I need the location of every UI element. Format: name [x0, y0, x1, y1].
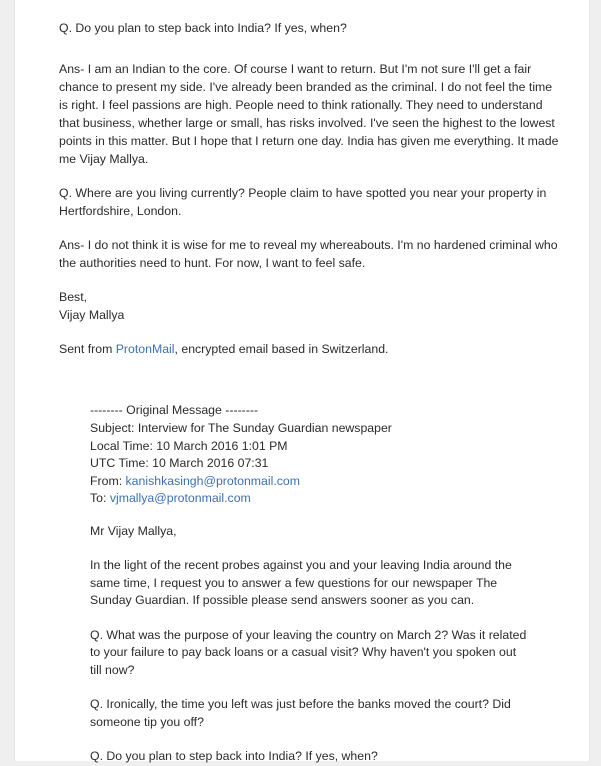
- original-intro-line: In the light of the recent probes against you and your leaving India around the: [90, 558, 512, 572]
- original-question-2-line: Q. Ironically, the time you left was just before the banks moved the court? Did: [90, 697, 511, 711]
- original-question-3: Q. Do you plan to step back into India? If yes, when?: [90, 749, 378, 763]
- reply-answer-2-line: Ans- I do not think it is wise for me to reveal my whereabouts. I'm no hardened criminal who: [59, 238, 558, 252]
- sent-from-line: [59, 341, 388, 359]
- original-message-separator: -------- Original Message --------: [90, 403, 259, 417]
- original-question-2-line: someone tip you off?: [90, 715, 204, 729]
- protonmail-link[interactable]: ProtonMail: [115, 342, 175, 356]
- original-question-1-line: Q. What was the purpose of your leaving the country on March 2? Was it related: [90, 628, 527, 642]
- reply-answer-1-line: chance to present my side. I've already been branded as the criminal. I do not feel the time: [59, 80, 553, 94]
- original-to: [90, 490, 251, 508]
- signature: Vijay Mallya: [59, 308, 125, 322]
- reply-question-2-line: Hertfordshire, London.: [59, 204, 182, 218]
- original-intro-line: same time, I request you to answer a few questions for our newspaper The: [90, 576, 498, 590]
- original-greeting: Mr Vijay Mallya,: [90, 524, 177, 538]
- to-email-link[interactable]: vjmallya@protonmail.com: [109, 491, 251, 505]
- original-question-1-line: till now?: [90, 663, 135, 677]
- original-question-1-line: to your failure to pay back loans or a casual visit? Why haven't you spoken out: [90, 645, 517, 659]
- reply-answer-1-line: Ans- I am an Indian to the core. Of course I want to return. But I'm not sure I'll get a fair: [59, 62, 532, 76]
- reply-answer-1-line: is right. I feel passions are high. People need to think rationally. They need to understand: [59, 98, 543, 112]
- from-email-link[interactable]: kanishkasingh@protonmail.com: [125, 474, 301, 488]
- to-label: To:: [90, 491, 110, 505]
- signoff: Best,: [59, 290, 88, 304]
- original-intro-line: Sunday Guardian. If possible please send answers sooner as you can.: [90, 593, 475, 607]
- original-from: [90, 473, 300, 491]
- reply-answer-2-line: the authorities need to hunt. For now, I want to feel safe.: [59, 256, 366, 270]
- reply-question-2-line: Q. Where are you living currently? People claim to have spotted you near your property in: [59, 186, 547, 200]
- original-subject: Subject: Interview for The Sunday Guardian newspaper: [90, 421, 392, 435]
- original-utc-time: UTC Time: 10 March 2016 07:31: [90, 456, 269, 470]
- sent-prefix: Sent from: [59, 342, 116, 356]
- reply-answer-1-line: points in this matter. But I hope that I return one day. India has given me everything. It made: [59, 134, 559, 148]
- reply-question-1: Q. Do you plan to step back into India? If yes, when?: [59, 21, 347, 35]
- reply-answer-1-line: that business, whether large or small, has risks involved. I've seen the highest to the lowest: [59, 116, 555, 130]
- sent-suffix: , encrypted email based in Switzerland.: [174, 342, 389, 356]
- reply-answer-1-line: me Vijay Mallya.: [59, 152, 149, 166]
- from-label: From:: [90, 474, 126, 488]
- original-local-time: Local Time: 10 March 2016 1:01 PM: [90, 439, 288, 453]
